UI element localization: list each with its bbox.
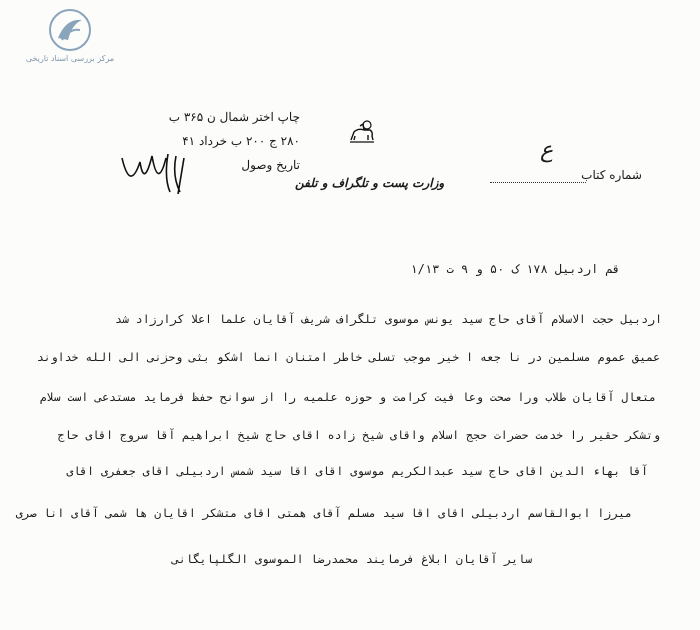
archive-circle-logo-icon — [48, 8, 92, 52]
telegram-line: اردبیل حجت الاسلام آقای حاج سید یونس موسوی تلگراف شریف آقایان علما اعلا کرارزاد شد — [115, 312, 662, 326]
telegram-line: میرزا ابوالقاسم اردبیلی اقای اقا سید مسلم آقای همتی اقای متشکر اقایان ها شمی آقای انا صری — [15, 506, 632, 520]
printer-line-2: ۲۸۰ ج ۲۰۰ ب خرداد ۴۱ — [182, 134, 300, 148]
telegram-line: عمیق عموم مسلمین در نا جعه ا خیر موجب تسلی خاطر امتنان انما اشکو بثی وحزنی الی الله خداوند — [36, 350, 660, 364]
telegram-line: وتشکر حقیر را خدمت حضرات حجج اسلام واقای شیخ زاده اقای حاج شیخ ابراهیم آقا سروج اقای حاج — [57, 428, 660, 442]
ministry-name: وزارت پست و تلگراف و تلفن — [295, 176, 445, 190]
handwritten-receipt-scrawl — [118, 148, 193, 196]
archive-watermark — [18, 8, 122, 72]
telegram-line: آقا بهاء الدین اقای حاج سید عبدالکریم موسوی اقای اقا سید شمس اردبیلی اقای جعفری اقای — [66, 464, 648, 478]
watermark-caption: مرکز بررسی اسناد تاریخی — [25, 54, 115, 63]
telegram-line: سایر آقایان ابلاغ فرمایند محمدرضا الموسوی الگلپایگانی — [171, 552, 532, 566]
letter-number-underline — [490, 182, 586, 183]
letter-number-value: ع — [540, 138, 554, 163]
lion-and-sun-emblem-icon — [348, 118, 376, 144]
telegram-header: قم اردبیل ۱۷۸ ک ۵۰ و ۹ ت ۱/۱۳ — [410, 262, 620, 276]
printer-line-1: چاپ اختر شمال ن ۳۶۵ ب — [168, 110, 300, 124]
telegram-line: متعال آقایان طلاب ورا صحت وعا فیت کرامت و حوزه علمیه را از سوانح حفظ فرماید مستدعی است سلام — [39, 390, 656, 404]
receipt-date-label: تاریخ وصول — [241, 158, 300, 172]
letter-number-label: شماره کتاب — [581, 168, 642, 182]
